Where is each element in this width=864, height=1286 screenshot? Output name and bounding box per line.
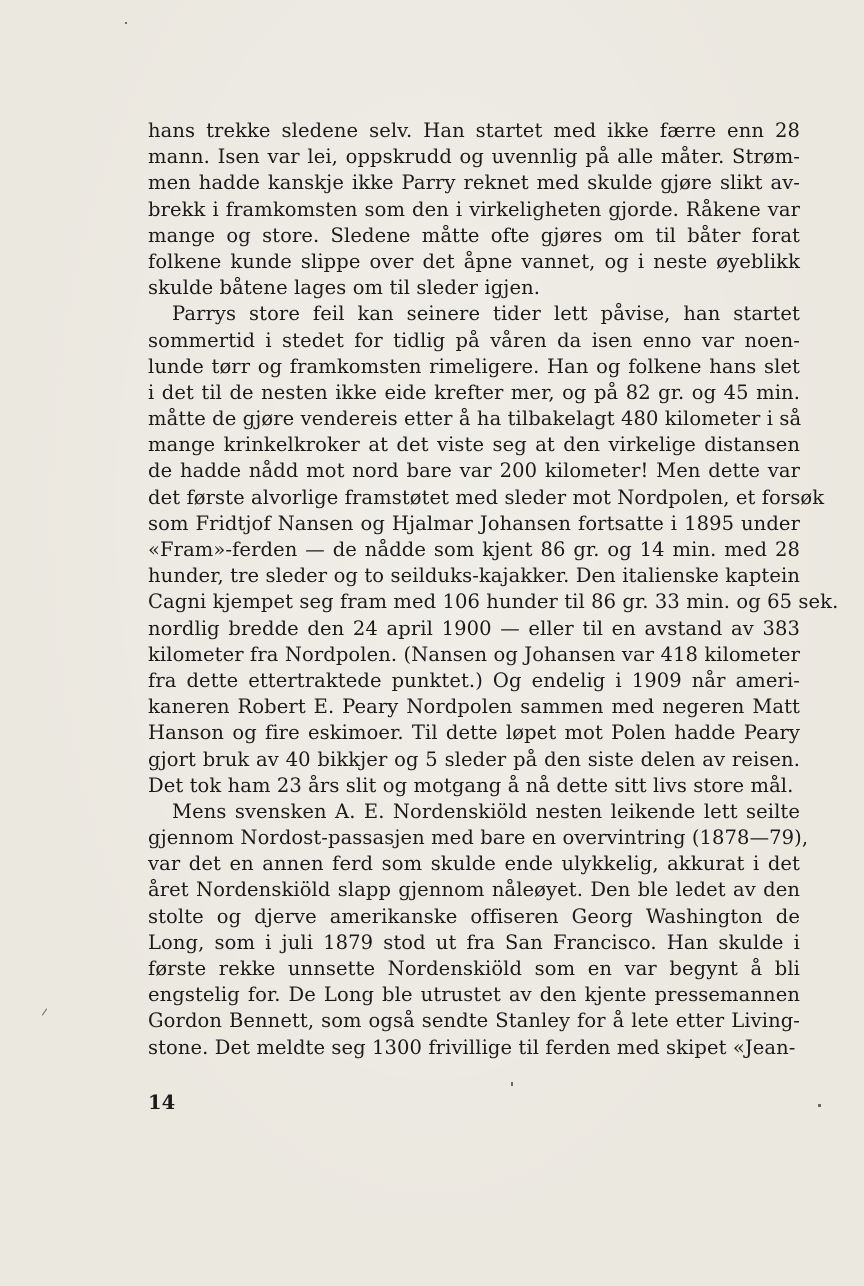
text-line: måtte de gjøre vendereis etter å ha tilbakelagt 480 kilometer i så	[148, 407, 802, 431]
text-line: Cagni kjempet seg fram med 106 hunder til 86 gr. 33 min. og 65 sek.	[148, 590, 839, 614]
text-line: Hanson og fire eskimoer. Til dette løpet mot Polen hadde Peary	[148, 721, 800, 745]
body-text	[148, 118, 839, 1061]
text-line: sommertid i stedet for tidlig på våren da isen enno var noen-	[148, 328, 800, 352]
paper-speck	[125, 22, 127, 24]
text-line: som Fridtjof Nansen og Hjalmar Johansen fortsatte i 1895 under	[148, 511, 800, 535]
paper-speck	[42, 1008, 47, 1015]
text-line: nordlig bredde den 24 april 1900 — eller til en avstand av 383	[148, 616, 800, 640]
text-line: var det en annen ferd som skulde ende ulykkelig, akkurat i det	[148, 852, 800, 876]
text-line: lunde tørr og framkomsten rimeligere. Han og folkene hans slet	[148, 354, 800, 378]
text-line: folkene kunde slippe over det åpne vannet, og i neste øyeblikk	[148, 249, 800, 273]
text-line: mann. Isen var lei, oppskrudd og uvennlig på alle måter. Strøm-	[148, 145, 800, 169]
text-line: men hadde kanskje ikke Parry reknet med skulde gjøre slikt av-	[148, 171, 800, 195]
text-line: engstelig for. De Long ble utrustet av den kjente pressemannen	[148, 983, 800, 1007]
text-line: brekk i framkomsten som den i virkeligheten gjorde. Råkene var	[148, 197, 800, 221]
text-line: gjennom Nordost-passasjen med bare en overvintring (1878—79),	[148, 826, 809, 850]
text-line: skulde båtene lages om til sleder igjen.	[148, 276, 541, 300]
text-line: Det tok ham 23 års slit og motgang å nå dette sitt livs store mål.	[148, 773, 794, 797]
paragraph	[148, 301, 839, 799]
text-line: stone. Det meldte seg 1300 frivillige til ferden med skipet «Jean-	[148, 1035, 796, 1059]
text-line: gjort bruk av 40 bikkjer og 5 sleder på den siste delen av reisen.	[148, 747, 800, 771]
text-line: hans trekke sledene selv. Han startet med ikke færre enn 28	[148, 119, 800, 142]
text-line: første rekke unnsette Nordenskiöld som en var begynt å bli	[148, 957, 800, 980]
text-line: de hadde nådd mot nord bare var 200 kilometer! Men dette var	[148, 459, 800, 483]
paragraph	[148, 799, 809, 1061]
text-line: kaneren Robert E. Peary Nordpolen sammen med negeren Matt	[148, 695, 800, 719]
text-line: året Nordenskiöld slapp gjennom nåleøyet. Den ble ledet av den	[148, 878, 800, 902]
text-line: fra dette ettertraktede punktet.) Og endelig i 1909 når ameri-	[148, 668, 800, 692]
text-line: mange og store. Sledene måtte ofte gjøres om til båter forat	[148, 223, 800, 247]
text-line: Mens svensken A. E. Nordenskiöld nesten leikende lett seilte	[172, 799, 800, 823]
text-line: «Fram»-ferden — de nådde som kjent 86 gr. og 14 min. med 28	[148, 538, 800, 561]
text-line: kilometer fra Nordpolen. (Nansen og Johansen var 418 kilometer	[148, 642, 800, 666]
paper-speck	[818, 1104, 821, 1107]
text-line: Parrys store feil kan seinere tider lett påvise, han startet	[172, 302, 800, 326]
text-line: hunder, tre sleder og to seilduks-kajakker. Den italienske kaptein	[148, 564, 800, 588]
text-line: det første alvorlige framstøtet med sleder mot Nordpolen, et forsøk	[148, 485, 825, 509]
page-number: 14	[148, 1091, 176, 1114]
text-line: mange krinkelkroker at det viste seg at den virkelige distansen	[148, 433, 800, 457]
text-line: stolte og djerve amerikanske offiseren Georg Washington de	[148, 904, 800, 928]
text-line: i det til de nesten ikke eide krefter mer, og på 82 gr. og 45 min.	[148, 380, 800, 404]
paragraph	[148, 118, 800, 301]
paper-speck	[511, 1082, 513, 1086]
text-line: Long, som i juli 1879 stod ut fra San Francisco. Han skulde i	[148, 930, 800, 954]
text-line: Gordon Bennett, som også sendte Stanley for å lete etter Living-	[148, 1009, 800, 1033]
